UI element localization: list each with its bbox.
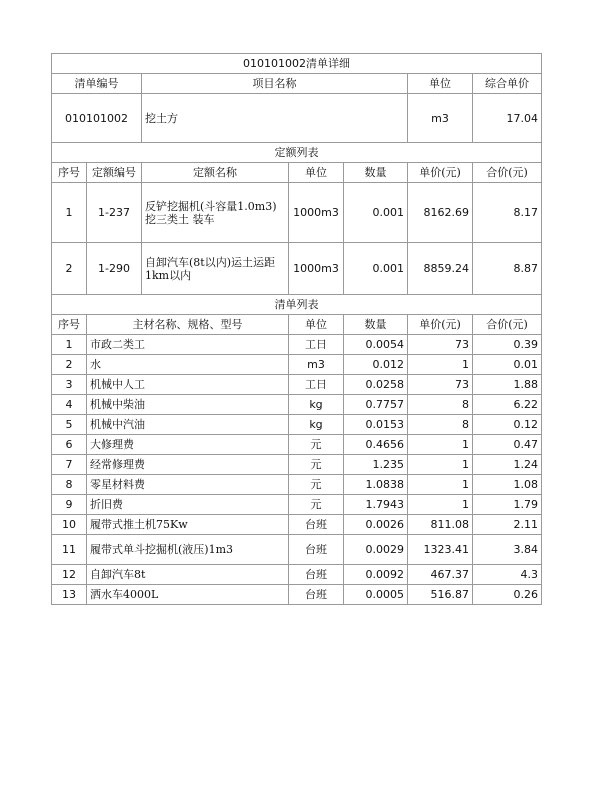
material-total: 0.26 xyxy=(473,585,542,605)
material-row xyxy=(52,435,542,455)
material-total: 1.79 xyxy=(473,495,542,515)
material-row xyxy=(52,565,542,585)
material-no: 3 xyxy=(52,375,87,395)
material-no: 4 xyxy=(52,395,87,415)
quota-code: 1-237 xyxy=(87,183,142,243)
material-qty: 0.0029 xyxy=(344,535,408,565)
quota-price: 8859.24 xyxy=(408,243,473,295)
materials-header-unit: 单位 xyxy=(289,315,344,335)
material-qty: 0.7757 xyxy=(344,395,408,415)
material-qty: 0.4656 xyxy=(344,435,408,455)
summary-header-code: 清单编号 xyxy=(52,74,142,94)
material-no: 10 xyxy=(52,515,87,535)
materials-header-qty: 数量 xyxy=(344,315,408,335)
material-price: 516.87 xyxy=(408,585,473,605)
quota-qty: 0.001 xyxy=(344,183,408,243)
material-row xyxy=(52,335,542,355)
material-total: 6.22 xyxy=(473,395,542,415)
material-unit: 台班 xyxy=(289,565,344,585)
material-unit: kg xyxy=(289,395,344,415)
material-unit: 台班 xyxy=(289,585,344,605)
material-name: 自卸汽车8t xyxy=(87,565,289,585)
material-price: 1 xyxy=(408,355,473,375)
summary-header-name: 项目名称 xyxy=(142,74,408,94)
material-row xyxy=(52,375,542,395)
material-row xyxy=(52,475,542,495)
material-total: 1.24 xyxy=(473,455,542,475)
material-row xyxy=(52,535,542,565)
summary-price: 17.04 xyxy=(473,94,542,143)
quota-header-qty: 数量 xyxy=(344,163,408,183)
material-price: 1323.41 xyxy=(408,535,473,565)
quota-total: 8.87 xyxy=(473,243,542,295)
material-name: 大修理费 xyxy=(87,435,289,455)
material-total: 3.84 xyxy=(473,535,542,565)
material-qty: 0.0054 xyxy=(344,335,408,355)
title-row xyxy=(52,54,542,74)
material-no: 7 xyxy=(52,455,87,475)
quota-header-unit: 单位 xyxy=(289,163,344,183)
materials-header-price: 单价(元) xyxy=(408,315,473,335)
quota-header-no: 序号 xyxy=(52,163,87,183)
sheet-title: 010101002清单详细 xyxy=(52,54,542,74)
material-no: 11 xyxy=(52,535,87,565)
materials-section-row xyxy=(52,295,542,315)
material-name: 机械中人工 xyxy=(87,375,289,395)
material-name: 洒水车4000L xyxy=(87,585,289,605)
quota-header-price: 单价(元) xyxy=(408,163,473,183)
material-qty: 1.0838 xyxy=(344,475,408,495)
material-unit: 元 xyxy=(289,475,344,495)
material-total: 0.12 xyxy=(473,415,542,435)
summary-unit: m3 xyxy=(408,94,473,143)
material-unit: 工日 xyxy=(289,335,344,355)
quota-header-name: 定额名称 xyxy=(142,163,289,183)
material-row xyxy=(52,495,542,515)
summary-code: 010101002 xyxy=(52,94,142,143)
material-unit: 台班 xyxy=(289,515,344,535)
material-row xyxy=(52,515,542,535)
material-price: 73 xyxy=(408,375,473,395)
quota-total: 8.17 xyxy=(473,183,542,243)
material-price: 1 xyxy=(408,475,473,495)
material-price: 1 xyxy=(408,495,473,515)
quota-row xyxy=(52,183,542,243)
material-name: 市政二类工 xyxy=(87,335,289,355)
material-row xyxy=(52,455,542,475)
material-name: 零星材料费 xyxy=(87,475,289,495)
material-price: 73 xyxy=(408,335,473,355)
quota-code: 1-290 xyxy=(87,243,142,295)
material-qty: 0.0026 xyxy=(344,515,408,535)
material-unit: 元 xyxy=(289,435,344,455)
materials-header-row xyxy=(52,315,542,335)
quota-price: 8162.69 xyxy=(408,183,473,243)
material-name: 折旧费 xyxy=(87,495,289,515)
summary-header-unit: 单位 xyxy=(408,74,473,94)
material-name: 机械中汽油 xyxy=(87,415,289,435)
quota-unit: 1000m3 xyxy=(289,243,344,295)
material-no: 6 xyxy=(52,435,87,455)
material-qty: 0.0258 xyxy=(344,375,408,395)
material-no: 13 xyxy=(52,585,87,605)
material-qty: 0.0092 xyxy=(344,565,408,585)
material-unit: kg xyxy=(289,415,344,435)
material-price: 467.37 xyxy=(408,565,473,585)
material-qty: 0.0005 xyxy=(344,585,408,605)
quota-name: 自卸汽车(8t以内)运土运距1km以内 xyxy=(142,243,289,295)
quota-row xyxy=(52,243,542,295)
quota-no: 2 xyxy=(52,243,87,295)
material-price: 8 xyxy=(408,395,473,415)
quota-qty: 0.001 xyxy=(344,243,408,295)
material-qty: 0.012 xyxy=(344,355,408,375)
material-total: 0.01 xyxy=(473,355,542,375)
materials-section-title: 清单列表 xyxy=(52,295,542,315)
material-unit: 元 xyxy=(289,455,344,475)
material-name: 机械中柴油 xyxy=(87,395,289,415)
material-no: 2 xyxy=(52,355,87,375)
material-no: 1 xyxy=(52,335,87,355)
material-price: 811.08 xyxy=(408,515,473,535)
material-qty: 1.235 xyxy=(344,455,408,475)
material-total: 0.47 xyxy=(473,435,542,455)
quota-header-row xyxy=(52,163,542,183)
quota-unit: 1000m3 xyxy=(289,183,344,243)
material-unit: m3 xyxy=(289,355,344,375)
material-name: 履带式推土机75Kw xyxy=(87,515,289,535)
material-name: 履带式单斗挖掘机(液压)1m3 xyxy=(87,535,289,565)
material-no: 12 xyxy=(52,565,87,585)
material-name: 经常修理费 xyxy=(87,455,289,475)
material-price: 1 xyxy=(408,435,473,455)
material-row xyxy=(52,585,542,605)
summary-header-price: 综合单价 xyxy=(473,74,542,94)
quota-no: 1 xyxy=(52,183,87,243)
material-no: 8 xyxy=(52,475,87,495)
material-unit: 工日 xyxy=(289,375,344,395)
quota-header-code: 定额编号 xyxy=(87,163,142,183)
material-no: 5 xyxy=(52,415,87,435)
summary-header-row xyxy=(52,74,542,94)
material-row xyxy=(52,415,542,435)
material-row xyxy=(52,395,542,415)
quota-section-row xyxy=(52,143,542,163)
material-qty: 0.0153 xyxy=(344,415,408,435)
materials-header-total: 合价(元) xyxy=(473,315,542,335)
material-total: 0.39 xyxy=(473,335,542,355)
quota-section-title: 定额列表 xyxy=(52,143,542,163)
summary-row xyxy=(52,94,542,143)
material-total: 1.08 xyxy=(473,475,542,495)
material-row xyxy=(52,355,542,375)
material-qty: 1.7943 xyxy=(344,495,408,515)
material-price: 1 xyxy=(408,455,473,475)
material-unit: 台班 xyxy=(289,535,344,565)
material-total: 2.11 xyxy=(473,515,542,535)
detail-sheet xyxy=(51,53,542,605)
material-no: 9 xyxy=(52,495,87,515)
quota-header-total: 合价(元) xyxy=(473,163,542,183)
material-name: 水 xyxy=(87,355,289,375)
material-price: 8 xyxy=(408,415,473,435)
quota-name: 反铲挖掘机(斗容量1.0m3)挖三类土 装车 xyxy=(142,183,289,243)
materials-header-name: 主材名称、规格、型号 xyxy=(87,315,289,335)
material-unit: 元 xyxy=(289,495,344,515)
material-total: 1.88 xyxy=(473,375,542,395)
summary-name: 挖土方 xyxy=(142,94,408,143)
materials-header-no: 序号 xyxy=(52,315,87,335)
material-total: 4.3 xyxy=(473,565,542,585)
